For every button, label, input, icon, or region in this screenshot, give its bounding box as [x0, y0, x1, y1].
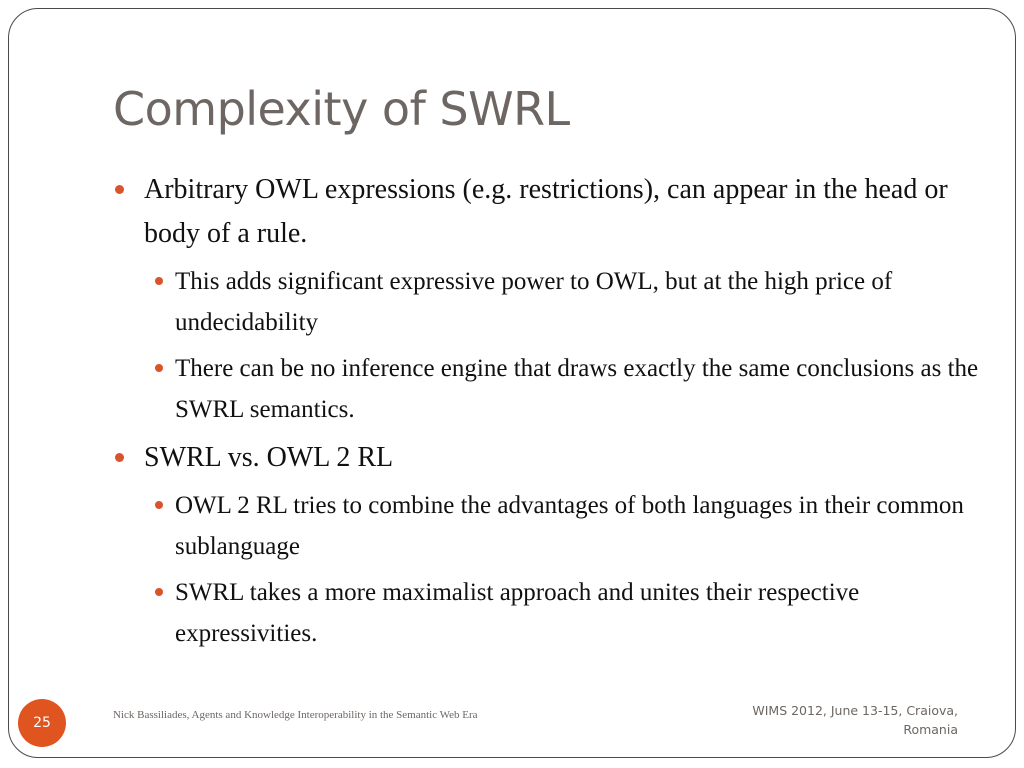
- sub-bullet-text: OWL 2 RL tries to combine the advantages of both languages in their common sublanguage: [175, 492, 964, 560]
- slide-body: [113, 168, 983, 654]
- sub-bullet-item-2-2: [113, 572, 983, 654]
- sub-bullet-item-2-1: [113, 485, 983, 567]
- sub-bullet-icon: [155, 277, 163, 285]
- sub-bullet-text: There can be no inference engine that draws exactly the same conclusions as the SWRL semantics.: [175, 355, 979, 423]
- bullet-icon: [115, 185, 124, 194]
- bullet-text: Arbitrary OWL expressions (e.g. restrictions), can appear in the head or body of a rule.: [144, 174, 948, 249]
- bullet-item-1: [113, 168, 983, 256]
- footer-event: WIMS 2012, June 13-15, Craiova, Romania: [752, 703, 958, 737]
- footer-author: Nick Bassiliades, Agents and Knowledge Interoperability in the Semantic Web Era: [113, 709, 478, 721]
- sub-bullet-icon: [155, 588, 163, 596]
- bullet-item-2: [113, 436, 983, 480]
- slide-title: Complexity of SWRL: [113, 82, 570, 136]
- sub-bullet-item-1-1: [113, 261, 983, 343]
- sub-bullet-text: SWRL takes a more maximalist approach and unites their respective expressivities.: [175, 579, 860, 647]
- sub-bullet-item-1-2: [113, 348, 983, 430]
- page-number-badge: 25: [18, 699, 66, 747]
- bullet-text: SWRL vs. OWL 2 RL: [144, 442, 394, 473]
- sub-bullet-icon: [155, 364, 163, 372]
- bullet-icon: [115, 453, 124, 462]
- sub-bullet-icon: [155, 501, 163, 509]
- sub-bullet-text: This adds significant expressive power to OWL, but at the high price of undecidability: [175, 268, 893, 336]
